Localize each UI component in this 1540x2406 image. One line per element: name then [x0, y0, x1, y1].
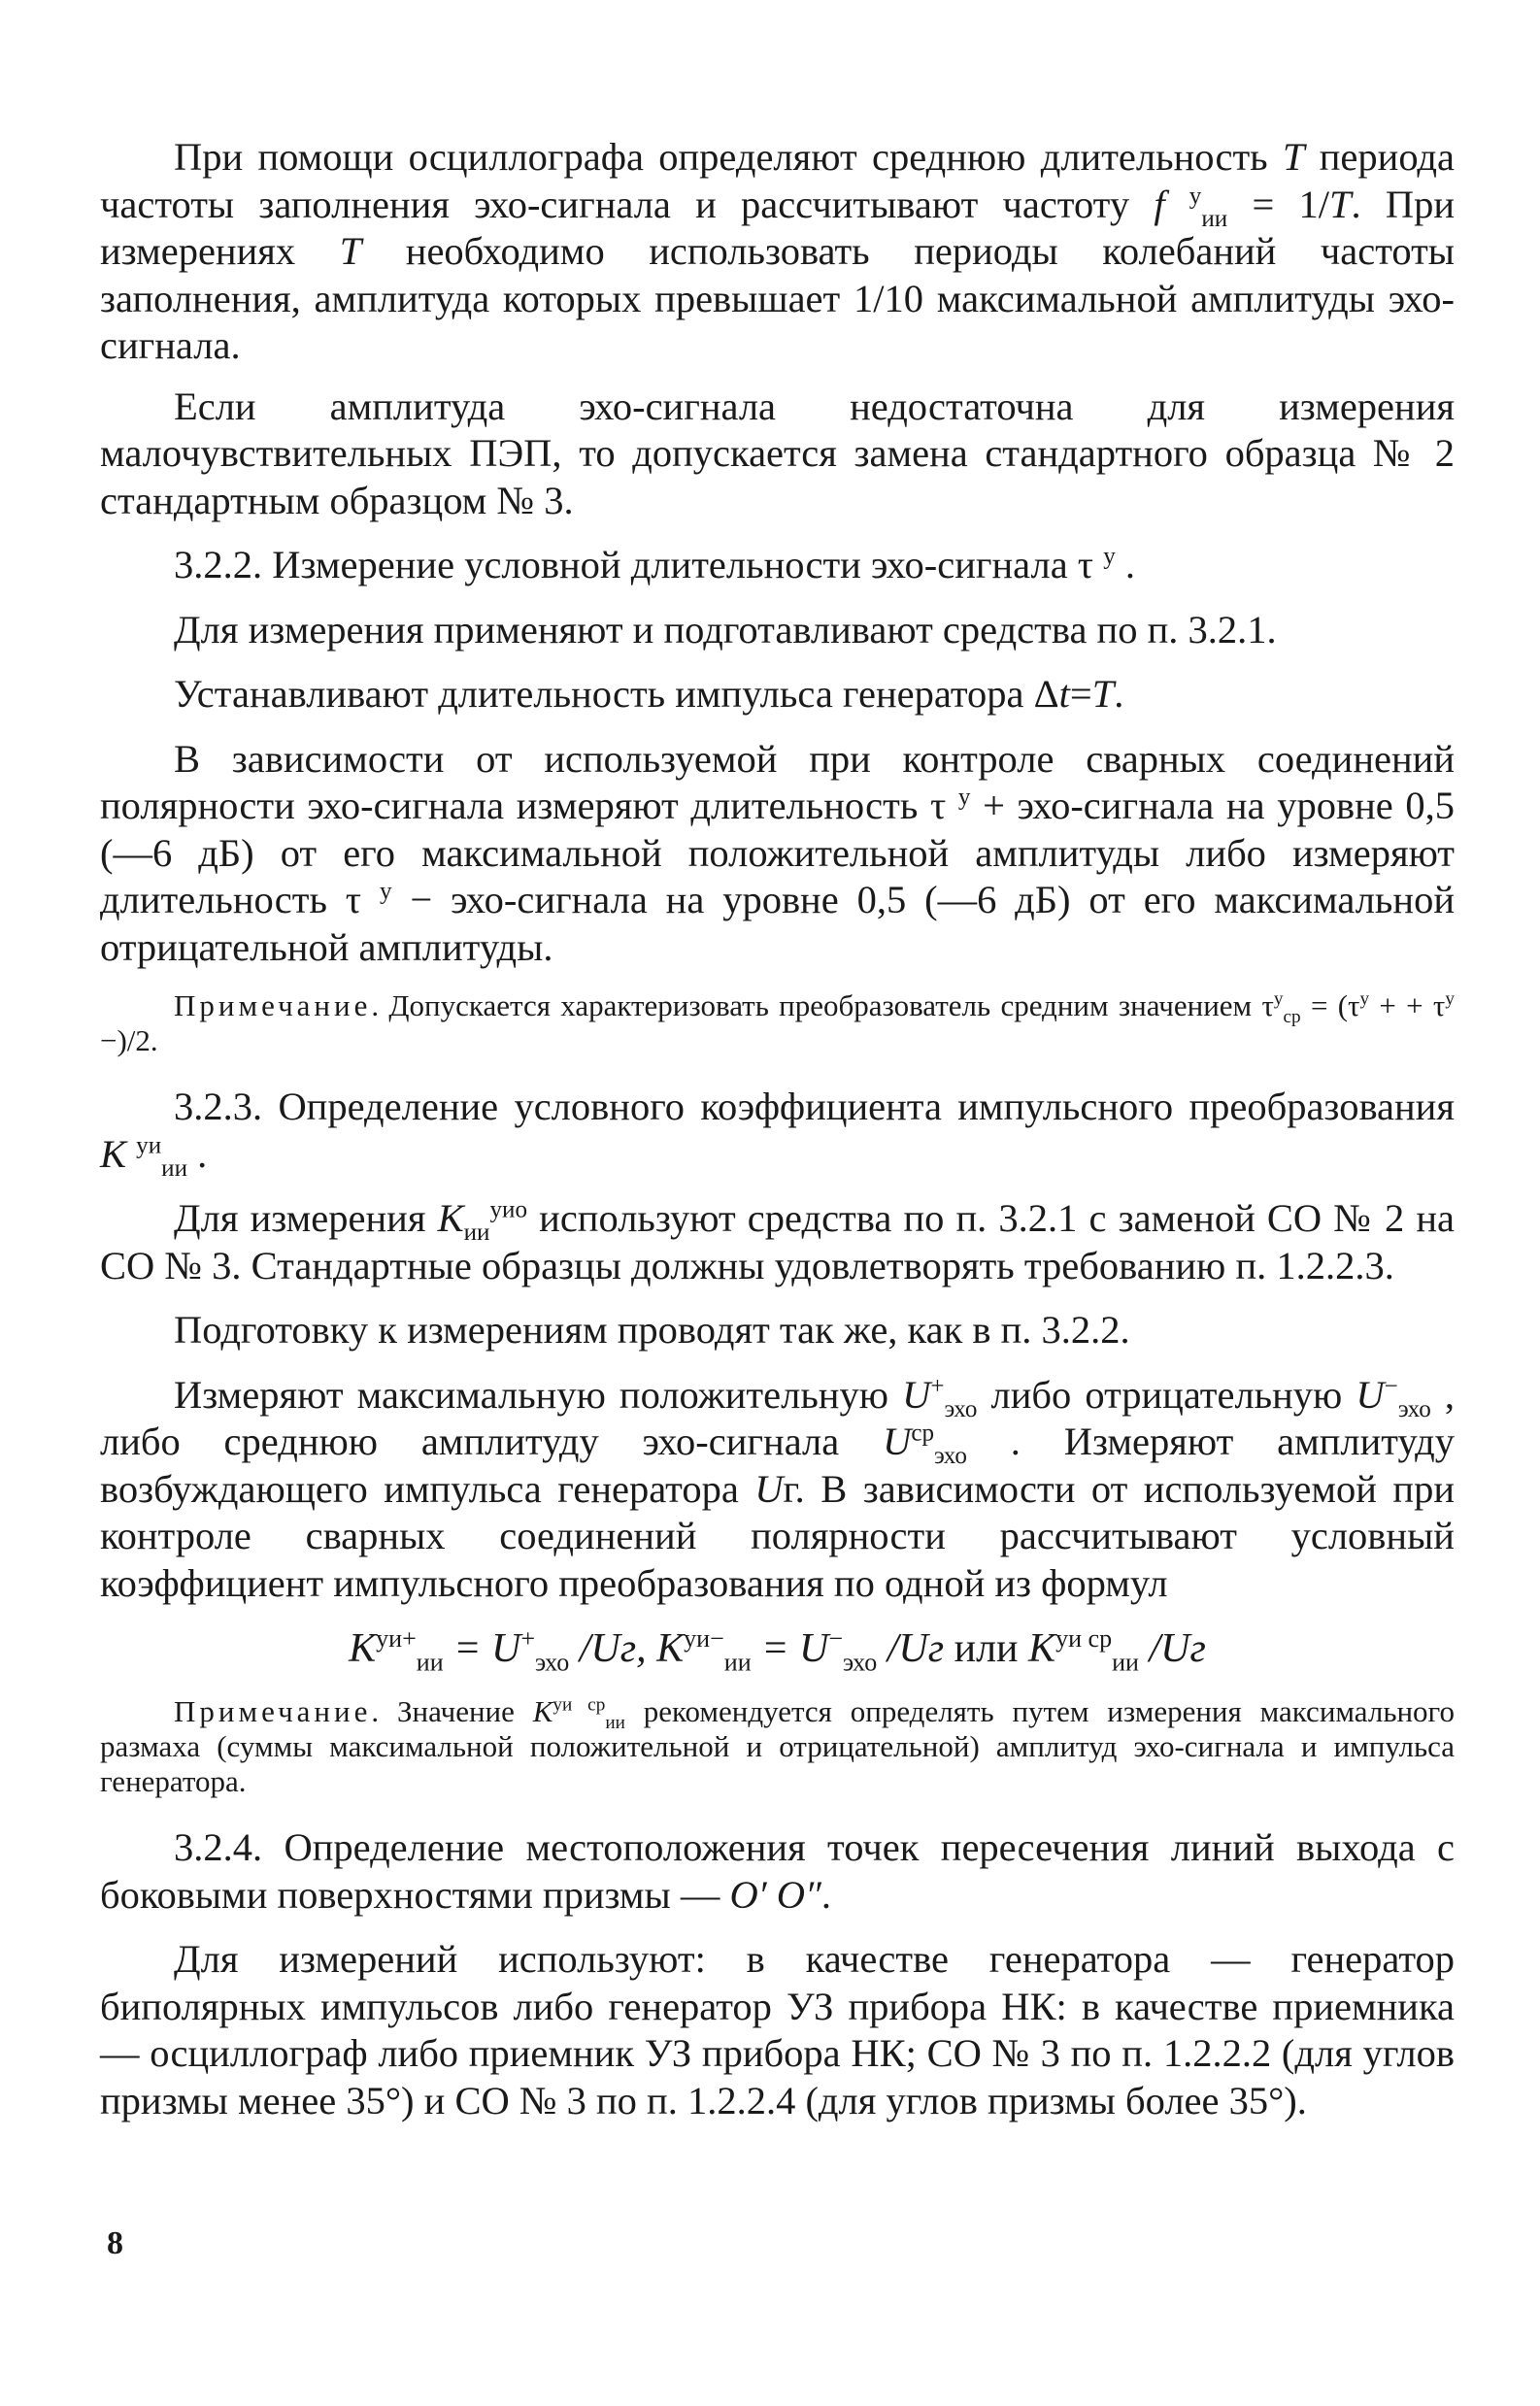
section-3-2-3-heading: 3.2.3. Определение условного коэффициента импульсного преобразования K $^{уи}_{ии}$ . — [100, 1085, 1455, 1182]
formula-k: $K^{уи+}_{ии} = U^+_{эхо}$ /Uг, $K^{уи-}_{ии} = U^-_{эхо}$ /Uг или $K^{уи ср}_{ии}$ /Uг — [349, 1624, 1206, 1677]
paragraph-preparation: Подготовку к измерениям проводят так же, как в п. 3.2.2. — [174, 1308, 1130, 1352]
paragraph-1: При помощи осциллографа определяют среднюю длительность T периода частоты заполнения эхо-сигнала и рассчитывают частоту f $^у_{ии}$ = 1/T. При измерениях T необходимо использовать периоды колебаний частоты заполнения, амплитуда которых превышает 1/10 максимальной амплитуды эхо-сигнала. — [100, 135, 1456, 367]
paragraph-kuio: Для измерения $K_{ии}^{уио}$ используют средства по п. 3.2.1 с заменой СО № 2 на СО № 3. Стандартные образцы должны удовлетворять требованию п. 1.2.2.3. — [100, 1196, 1456, 1287]
section-3-2-4-heading: 3.2.4. Определение местоположения точек пересечения линий выхода с боковыми поверхностями призмы — O′ O″. — [100, 1825, 1455, 1917]
paragraph-pulse-duration: Устанавливают длительность импульса генератора Δt=T. — [174, 672, 1124, 716]
page-number: 8 — [107, 2225, 123, 2261]
paragraph-2: Если амплитуда эхо-сигнала недостаточна для измерения малочувствительных ПЭП, то допускается замена стандартного образца № 2 стандартным образцом № 3. — [100, 384, 1455, 522]
paragraph-generator: Для измерений используют: в качестве генератора — генератор биполярных импульсов либо генератор УЗ прибора НК: в качестве приемника — осциллограф либо приемник УЗ прибора НК; СО № 3 по п. 1.2.2.2 (для углов призмы менее 35°) и СО № 3 по п. 1.2.2.4 (для углов призмы более 35°). — [100, 1937, 1455, 2122]
page-body — [100, 134, 1455, 2142]
note-1: Примечание. Допускается характеризовать преобразователь средним значением $\tau^у_{ср} = (\tau^у$ + + $\tau^у -)/2$. — [100, 988, 1455, 1057]
paragraph-polarity: В зависимости от используемой при контроле сварных соединений полярности эхо-сигнала измеряют длительность τ $^у$ + эхо-сигнала на уровне 0,5 (—6 дБ) от его максимальной положительной амплитуды либо измеряют длительность τ $^у$ − эхо-сигнала на уровне 0,5 (—6 дБ) от его максимальной отрицательной амплитуды. — [100, 736, 1455, 969]
paragraph-means: Для измерения применяют и подготавливают средства по п. 3.2.1. — [174, 607, 1277, 652]
section-3-2-2-heading: 3.2.2. Измерение условной длительности эхо-сигнала τ $^у$ . — [174, 543, 1136, 586]
note-2: Примечание. Значение $K^{уи ср}_{ии}$ рекомендуется определять путем измерения максимального размаха (суммы максимальной положительной и отрицательной) амплитуд эхо-сигнала и импульса генератора. — [100, 1694, 1455, 1798]
paragraph-measure-amplitude: Измеряют максимальную положительную $U^+_{эхо}$ либо отрицательную $U^-_{эхо}$ , либо среднюю амплитуду эхо-сигнала $U^{ср}_{эхо}$ . Измеряют амплитуду возбуждающего импульса генератора Uг. В зависимости от используемой при контроле сварных соединений полярности рассчитывают условный коэффициент импульсного преобразования по одной из формул — [100, 1372, 1456, 1605]
